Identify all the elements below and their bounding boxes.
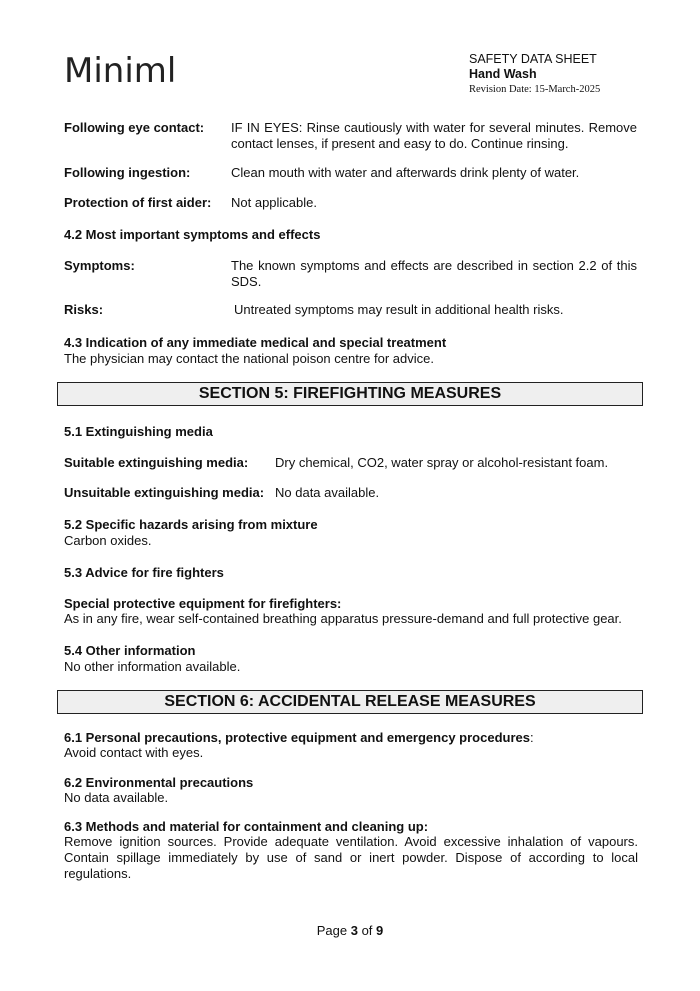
subsection-5-1-heading: 5.1 Extinguishing media [64, 424, 213, 439]
section-6-title: SECTION 6: ACCIDENTAL RELEASE MEASURES [57, 690, 643, 714]
subsection-6-1-heading: 6.1 Personal precautions, protective equipment and emergency procedures [64, 730, 530, 745]
risks-label: Risks: [64, 302, 104, 317]
section-5-title: SECTION 5: FIREFIGHTING MEASURES [57, 382, 643, 406]
subsection-5-2-text: Carbon oxides. [64, 533, 152, 548]
subsection-5-4-text: No other information available. [64, 659, 241, 674]
eye-contact-label: Following eye contact: [64, 120, 205, 135]
suitable-media-value: Dry chemical, CO2, water spray or alcohol-resistant foam. [275, 455, 609, 470]
unsuitable-media-value: No data available. [275, 485, 380, 500]
risks-value: Untreated symptoms may result in additional health risks. [234, 302, 564, 317]
first-aider-label: Protection of first aider: [64, 195, 212, 210]
doc-type: SAFETY DATA SHEET [469, 52, 597, 66]
subsection-6-2-text: No data available. [64, 790, 169, 805]
eye-contact-value: IF IN EYES: Rinse cautiously with water for several minutes. Remove contact lenses, if present and easy to do. Continue rinsing. [231, 120, 637, 151]
total-pages: 9 [376, 923, 384, 938]
subsection-6-3-text: Remove ignition sources. Provide adequate ventilation. Avoid excessive inhalation of vapours. Contain spillage immediately by use of sand or inert powder. Dispose of according to local regulations. [64, 834, 638, 881]
subsection-4-3-text: The physician may contact the national poison centre for advice. [64, 351, 434, 366]
subsection-5-3-heading: 5.3 Advice for fire fighters [64, 565, 224, 580]
subsection-6-2-heading: 6.2 Environmental precautions [64, 775, 254, 790]
ingestion-value: Clean mouth with water and afterwards drink plenty of water. [231, 165, 580, 180]
subsection-6-1-heading-row [64, 730, 534, 745]
subsection-6-1-colon: : [529, 730, 534, 745]
subsection-5-4-heading: 5.4 Other information [64, 643, 196, 658]
ingestion-label: Following ingestion: [64, 165, 191, 180]
subsection-6-1-text: Avoid contact with eyes. [64, 745, 204, 760]
revision-date: Revision Date: 15-March-2025 [469, 84, 601, 95]
subsection-5-2-heading: 5.2 Specific hazards arising from mixture [64, 517, 318, 532]
page-number [0, 923, 700, 938]
suitable-media-label: Suitable extinguishing media: [64, 455, 249, 470]
logo-text: Miniml [64, 51, 174, 91]
subsection-6-3-heading: 6.3 Methods and material for containment and cleaning up: [64, 819, 429, 834]
subsection-4-3-heading: 4.3 Indication of any immediate medical and special treatment [64, 335, 447, 350]
page-prefix: Page [316, 923, 351, 938]
product-name: Hand Wash [469, 67, 537, 81]
ppe-text: As in any fire, wear self-contained breathing apparatus pressure-demand and full protective gear. [64, 611, 622, 626]
current-page: 3 [350, 923, 358, 938]
brand-logo [64, 50, 174, 95]
symptoms-value: The known symptoms and effects are described in section 2.2 of this SDS. [231, 258, 637, 289]
ppe-label: Special protective equipment for firefighters: [64, 596, 342, 611]
unsuitable-media-label: Unsuitable extinguishing media: [64, 485, 265, 500]
subsection-4-2-heading: 4.2 Most important symptoms and effects [64, 227, 321, 242]
symptoms-label: Symptoms: [64, 258, 135, 273]
document-header [469, 52, 600, 97]
page-of: of [357, 923, 377, 938]
first-aider-value: Not applicable. [231, 195, 317, 210]
